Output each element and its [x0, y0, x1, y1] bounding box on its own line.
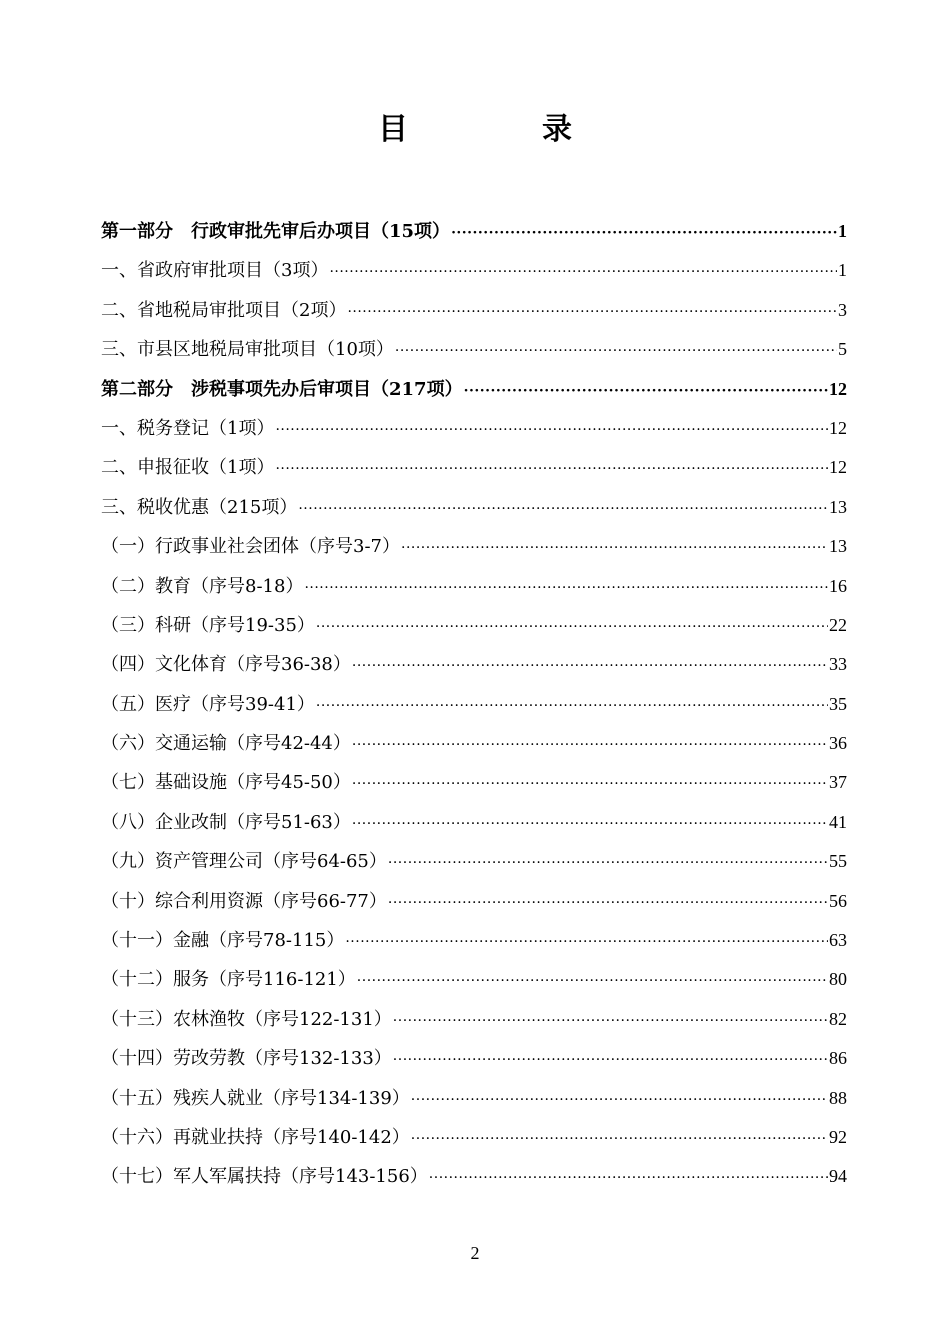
toc-dot-leader	[316, 608, 828, 647]
page-title: 目 录	[378, 112, 624, 147]
toc-entry[interactable]	[101, 1039, 847, 1078]
toc-entry-page: 92	[829, 1126, 847, 1147]
toc-entry-label: 第一部分 行政审批先审后办项目（15项）	[101, 221, 451, 242]
toc-entry[interactable]	[101, 409, 847, 448]
toc-dot-leader	[411, 1081, 828, 1120]
toc-entry-page: 36	[829, 733, 847, 754]
toc-entry-page: 86	[829, 1048, 847, 1069]
toc-entry[interactable]	[101, 448, 847, 487]
toc-entry[interactable]	[101, 330, 847, 369]
toc-entry[interactable]	[101, 921, 847, 960]
toc-entry[interactable]	[101, 251, 847, 290]
toc-dot-leader	[388, 844, 828, 883]
toc-entry[interactable]	[101, 1118, 847, 1157]
toc-entry-label: 第二部分 涉税事项先办后审项目（217项）	[101, 378, 463, 400]
toc-entry[interactable]	[101, 606, 847, 645]
toc-entry-page: 55	[829, 851, 847, 872]
toc-dot-leader	[357, 962, 828, 1001]
toc-dot-leader	[316, 687, 828, 726]
toc-dot-leader	[464, 372, 828, 411]
toc-entry[interactable]	[101, 1079, 847, 1118]
toc-entry-page: 13	[829, 536, 847, 557]
toc-entry-label: （九）资产管理公司（序号64-65）	[101, 851, 387, 873]
toc-entry-label: （十）综合利用资源（序号66-77）	[101, 890, 387, 912]
toc-entry-label: 三、市县区地税局审批项目（10项）	[101, 339, 394, 361]
toc-entry-label: 二、省地税局审批项目（2项）	[101, 299, 347, 321]
toc-dot-leader	[352, 765, 828, 804]
toc-entry-label: （十六）再就业扶持（序号140-142）	[101, 1126, 410, 1148]
toc-entry-label: （五）医疗（序号39-41）	[101, 693, 315, 715]
toc-entry-page: 1	[838, 260, 847, 281]
toc-entry-page: 12	[829, 457, 847, 478]
toc-entry[interactable]	[101, 488, 847, 527]
toc-dot-leader	[275, 411, 828, 450]
toc-entry[interactable]	[101, 1157, 847, 1196]
toc-dot-leader	[275, 450, 828, 489]
toc-entry-label: （十二）服务（序号116-121）	[101, 969, 356, 991]
toc-entry-page: 1	[838, 221, 847, 241]
toc-entry-label: （一）行政事业社会团体（序号3-7）	[101, 536, 400, 558]
toc-dot-leader	[347, 293, 837, 332]
toc-entry[interactable]	[101, 724, 847, 763]
toc-dot-leader	[345, 923, 828, 962]
toc-dot-leader	[393, 1002, 828, 1041]
toc-entry[interactable]	[101, 882, 847, 921]
toc-entry[interactable]	[101, 685, 847, 724]
toc-entry[interactable]	[101, 645, 847, 684]
toc-entry-page: 5	[838, 339, 847, 360]
toc-entry-page: 3	[838, 299, 847, 320]
toc-entry-label: （十七）军人军属扶持（序号143-156）	[101, 1166, 428, 1188]
toc-entry-page: 56	[829, 890, 847, 911]
toc-entry-label: （三）科研（序号19-35）	[101, 614, 315, 636]
toc-entry-label: （十五）残疾人就业（序号134-139）	[101, 1087, 410, 1109]
toc-entry-page: 35	[829, 693, 847, 714]
toc-entry-label: 三、税收优惠（215项）	[101, 496, 298, 518]
toc-entry-page: 63	[829, 930, 847, 951]
toc-entry-label: 一、税务登记（1项）	[101, 417, 275, 439]
table-of-contents	[101, 212, 847, 1197]
toc-dot-leader	[411, 1120, 828, 1159]
toc-entry-label: 一、省政府审批项目（3项）	[101, 260, 329, 282]
toc-part-heading[interactable]	[101, 370, 847, 409]
toc-dot-leader	[352, 726, 828, 765]
toc-entry-page: 37	[829, 772, 847, 793]
toc-dot-leader	[329, 253, 837, 292]
toc-entry-label: （七）基础设施（序号45-50）	[101, 772, 351, 794]
toc-dot-leader	[298, 490, 828, 529]
toc-entry[interactable]	[101, 291, 847, 330]
toc-entry-label: 二、申报征收（1项）	[101, 457, 275, 479]
toc-entry-page: 16	[829, 575, 847, 596]
page-number: 2	[470, 1243, 480, 1263]
toc-entry-page: 88	[829, 1087, 847, 1108]
toc-dot-leader	[451, 214, 837, 253]
toc-entry[interactable]	[101, 1000, 847, 1039]
toc-part-heading[interactable]	[101, 212, 847, 251]
toc-entry-label: （十一）金融（序号78-115）	[101, 930, 345, 952]
toc-dot-leader	[393, 1041, 828, 1080]
toc-dot-leader	[401, 529, 828, 568]
toc-entry-page: 12	[829, 417, 847, 438]
toc-entry-page: 41	[829, 811, 847, 832]
toc-entry[interactable]	[101, 527, 847, 566]
toc-entry-label: （二）教育（序号8-18）	[101, 575, 304, 597]
toc-entry-page: 22	[829, 614, 847, 635]
toc-entry-page: 12	[829, 378, 847, 399]
toc-entry-page: 13	[829, 496, 847, 517]
toc-dot-leader	[352, 647, 828, 686]
toc-entry-page: 80	[829, 969, 847, 990]
toc-entry-page: 33	[829, 654, 847, 675]
toc-entry[interactable]	[101, 960, 847, 999]
toc-entry-label: （十四）劳改劳教（序号132-133）	[101, 1048, 392, 1070]
toc-dot-leader	[395, 332, 837, 371]
toc-entry-page: 82	[829, 1008, 847, 1029]
toc-entry-label: （八）企业改制（序号51-63）	[101, 811, 351, 833]
toc-entry-page: 94	[829, 1166, 847, 1187]
toc-entry[interactable]	[101, 842, 847, 881]
toc-entry[interactable]	[101, 567, 847, 606]
toc-entry[interactable]	[101, 803, 847, 842]
toc-entry-label: （十三）农林渔牧（序号122-131）	[101, 1008, 392, 1030]
toc-entry-label: （六）交通运输（序号42-44）	[101, 733, 351, 755]
toc-dot-leader	[429, 1159, 828, 1198]
toc-dot-leader	[352, 805, 828, 844]
toc-dot-leader	[304, 569, 828, 608]
toc-dot-leader	[388, 884, 828, 923]
toc-entry-label: （四）文化体育（序号36-38）	[101, 654, 351, 676]
toc-entry[interactable]	[101, 763, 847, 802]
